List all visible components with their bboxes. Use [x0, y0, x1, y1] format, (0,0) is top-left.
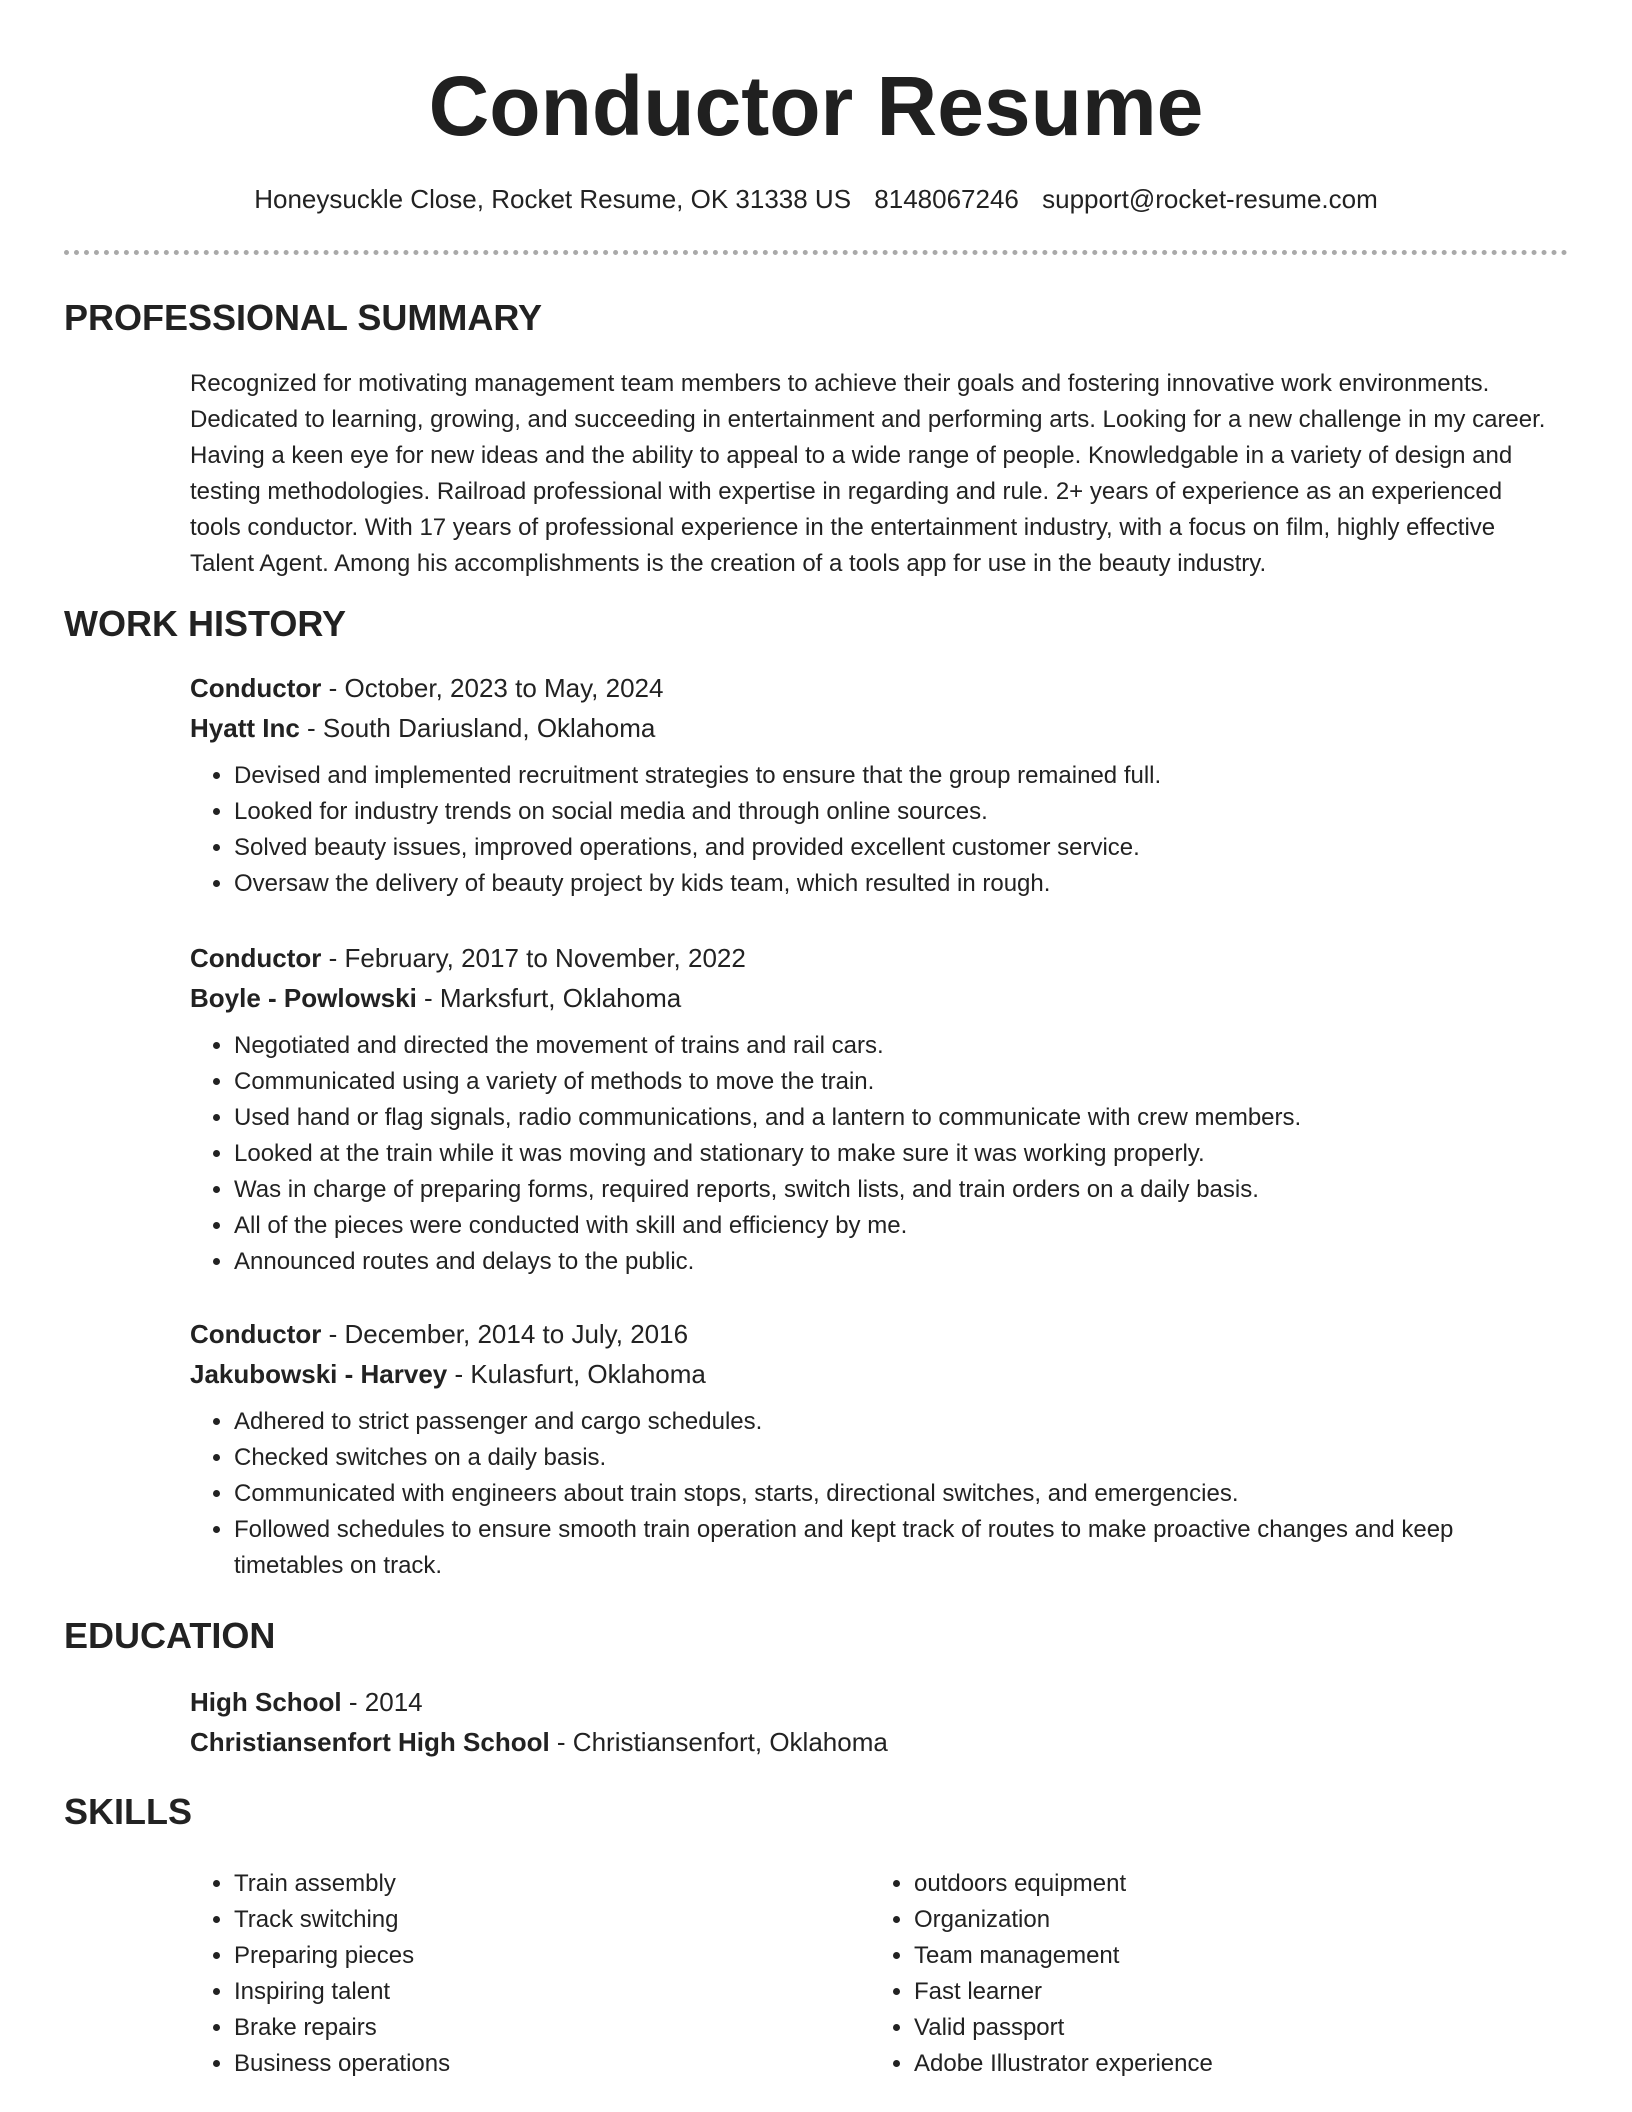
job-company-line	[190, 1354, 1550, 1394]
job-location: - South Dariusland, Oklahoma	[299, 713, 656, 743]
section-title-work: WORK HISTORY	[64, 603, 347, 644]
skill-item: • Business operations	[234, 2046, 870, 2082]
summary-text: Recognized for motivating management team members to achieve their goals and fostering innovative work environments. Dedicated to learning, growing, and succeeding in entertainment and performing arts. Looking for a new challenge in my career. Having a keen eye for new ideas and the ability to appeal to a wide range of people. Knowledgable in a variety of design and testing methodologies. Railroad professional with expertise in regarding and rule. 2+ years of experience as an experienced tools conductor. With 17 years of professional experience in the entertainment industry, with a focus on film, highly effective Talent Agent. Among his accomplishments is the creation of a tools app for use in the beauty industry.	[190, 370, 1546, 577]
contact-address: Honeysuckle Close, Rocket Resume, OK 31338 US	[254, 184, 852, 214]
list-item: • Looked at the train while it was moving and stationary to make sure it was working properly.	[234, 1136, 1550, 1172]
job-dates: - February, 2017 to November, 2022	[321, 943, 746, 973]
section-title-summary: PROFESSIONAL SUMMARY	[64, 297, 543, 338]
skills-list	[190, 1866, 1550, 2082]
section-title-education: EDUCATION	[64, 1615, 276, 1656]
list-item: • Devised and implemented recruitment strategies to ensure that the group remained full.	[234, 758, 1550, 794]
education-degree-line	[190, 1682, 1550, 1722]
job-dates: - October, 2023 to May, 2024	[321, 673, 664, 703]
list-item: • Negotiated and directed the movement of trains and rail cars.	[234, 1028, 1550, 1064]
header-divider	[64, 250, 1568, 255]
list-item: • Looked for industry trends on social media and through online sources.	[234, 794, 1550, 830]
list-item: • Used hand or flag signals, radio communications, and a lantern to communicate with crew members.	[234, 1100, 1550, 1136]
skills-column-right	[870, 1866, 1550, 2082]
job-location: - Kulasfurt, Oklahoma	[447, 1359, 706, 1389]
job-role-line	[190, 1314, 1550, 1354]
contact-line	[0, 182, 1632, 216]
job-company: Jakubowski - Harvey	[190, 1359, 448, 1389]
job-role: Conductor	[190, 943, 322, 973]
skill-item: • Adobe Illustrator experience	[914, 2046, 1550, 2082]
job-company: Hyatt Inc	[190, 713, 300, 743]
skill-item: • Brake repairs	[234, 2010, 870, 2046]
job-dates: - December, 2014 to July, 2016	[321, 1319, 689, 1349]
skill-item: • Inspiring talent	[234, 1974, 870, 2010]
skill-item: • Valid passport	[914, 2010, 1550, 2046]
job-entry-1	[190, 668, 1550, 902]
list-item: • Oversaw the delivery of beauty project by kids team, which resulted in rough.	[234, 866, 1550, 902]
skill-item: • Train assembly	[234, 1866, 870, 1902]
skills-column-left	[190, 1866, 870, 2082]
education-location: - Christiansenfort, Oklahoma	[549, 1727, 888, 1757]
education-year: - 2014	[341, 1687, 423, 1717]
skill-item: • Organization	[914, 1902, 1550, 1938]
section-title-skills: SKILLS	[64, 1791, 193, 1832]
skill-item: • Team management	[914, 1938, 1550, 1974]
job-role-line	[190, 938, 1550, 978]
job-company-line	[190, 708, 1550, 748]
list-item: • Was in charge of preparing forms, required reports, switch lists, and train orders on a daily basis.	[234, 1172, 1550, 1208]
education-school: Christiansenfort High School	[190, 1727, 550, 1757]
education-degree: High School	[190, 1687, 342, 1717]
job-company: Boyle - Powlowski	[190, 983, 417, 1013]
skill-item: • Preparing pieces	[234, 1938, 870, 1974]
education-entry	[190, 1682, 1550, 1762]
education-school-line	[190, 1722, 1550, 1762]
job-bullets	[190, 1404, 1550, 1584]
job-bullets	[190, 1028, 1550, 1280]
list-item: • Communicated with engineers about train stops, starts, directional switches, and emergencies.	[234, 1476, 1550, 1512]
job-location: - Marksfurt, Oklahoma	[416, 983, 682, 1013]
skill-item: • outdoors equipment	[914, 1866, 1550, 1902]
list-item: • Checked switches on a daily basis.	[234, 1440, 1550, 1476]
skill-item: • Track switching	[234, 1902, 870, 1938]
job-role-line	[190, 668, 1550, 708]
contact-phone: 8148067246	[874, 184, 1019, 214]
job-company-line	[190, 978, 1550, 1018]
job-role: Conductor	[190, 673, 322, 703]
skill-item: • Fast learner	[914, 1974, 1550, 2010]
list-item: • Announced routes and delays to the public.	[234, 1244, 1550, 1280]
list-item: • Followed schedules to ensure smooth train operation and kept track of routes to make proactive changes and keep timetables on track.	[234, 1512, 1550, 1584]
list-item: • All of the pieces were conducted with skill and efficiency by me.	[234, 1208, 1550, 1244]
list-item: • Adhered to strict passenger and cargo schedules.	[234, 1404, 1550, 1440]
job-entry-3	[190, 1314, 1550, 1584]
job-role: Conductor	[190, 1319, 322, 1349]
resume-title: Conductor Resume	[428, 59, 1204, 153]
contact-email: support@rocket-resume.com	[1042, 184, 1378, 214]
job-bullets	[190, 758, 1550, 902]
list-item: • Solved beauty issues, improved operations, and provided excellent customer service.	[234, 830, 1550, 866]
list-item: • Communicated using a variety of methods to move the train.	[234, 1064, 1550, 1100]
job-entry-2	[190, 938, 1550, 1280]
